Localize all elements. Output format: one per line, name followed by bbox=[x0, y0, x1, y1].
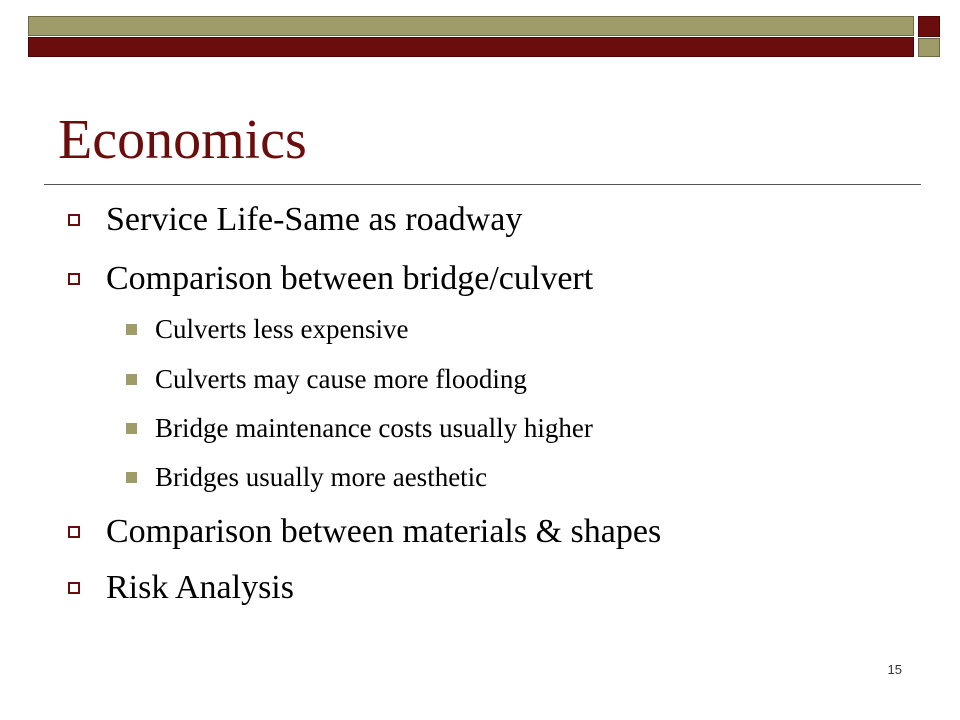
hollow-square-bullet-icon bbox=[68, 582, 80, 594]
title-divider bbox=[44, 184, 921, 185]
sub-bullet-text: Culverts may cause more flooding bbox=[155, 364, 527, 394]
header-square-olive bbox=[918, 38, 940, 57]
sub-bullet-text: Bridges usually more aesthetic bbox=[155, 462, 488, 492]
filled-square-bullet-icon bbox=[126, 324, 137, 335]
page-number: 15 bbox=[887, 662, 902, 677]
hollow-square-bullet-icon bbox=[68, 273, 80, 285]
slide-title: Economics bbox=[58, 109, 307, 171]
bullet-text: Service Life-Same as roadway bbox=[106, 201, 523, 238]
hollow-square-bullet-icon bbox=[68, 526, 80, 538]
bullet-text: Comparison between bridge/culvert bbox=[106, 260, 594, 297]
header-bar-olive bbox=[28, 16, 914, 36]
bullet-text: Comparison between materials & shapes bbox=[106, 513, 662, 550]
bullet-text: Risk Analysis bbox=[106, 569, 294, 606]
hollow-square-bullet-icon bbox=[68, 214, 80, 226]
filled-square-bullet-icon bbox=[126, 472, 137, 483]
header-square-dark-red bbox=[918, 16, 940, 37]
sub-bullet-text: Culverts less expensive bbox=[155, 314, 409, 344]
sub-bullet-text: Bridge maintenance costs usually higher bbox=[155, 413, 593, 443]
filled-square-bullet-icon bbox=[126, 423, 137, 434]
filled-square-bullet-icon bbox=[126, 374, 137, 385]
header-bar-dark-red bbox=[28, 37, 914, 57]
